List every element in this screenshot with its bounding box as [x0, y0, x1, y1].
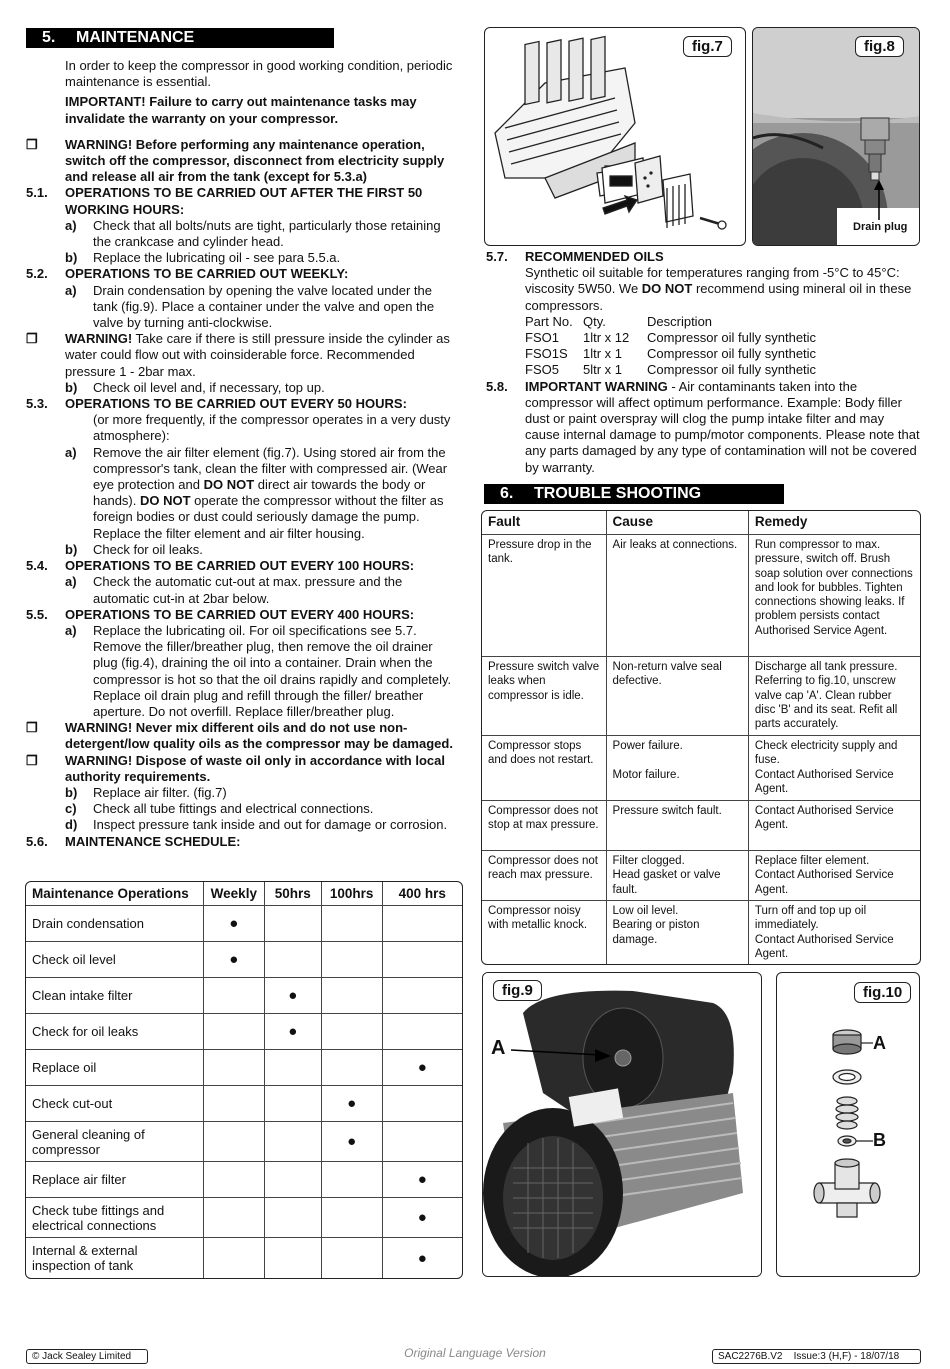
- cause-cell: Power failure. Motor failure.: [607, 736, 749, 801]
- drain-plug-photo: [753, 28, 920, 246]
- item-label: a): [65, 444, 77, 460]
- fig10-marker-a: A: [873, 1033, 886, 1053]
- footer-doc-ref: SAC2276B.V2 Issue:3 (H,F) - 18/07/18: [712, 1349, 921, 1364]
- item-title: RECOMMENDED OILS: [525, 249, 664, 264]
- section-title: MAINTENANCE: [76, 29, 195, 46]
- operation-cell: Internal & external inspection of tank: [26, 1238, 204, 1278]
- schedule-mark-cell: [383, 978, 462, 1014]
- item-number: 5.2.: [26, 266, 48, 282]
- item-text: Check the automatic cut-out at max. pressure and the automatic cut-in at 2bar below.: [93, 574, 403, 606]
- item-label: b): [65, 250, 78, 266]
- bullet-icon: ❐: [26, 720, 38, 736]
- schedule-mark-cell: [204, 978, 265, 1014]
- item-5-3-a: [26, 445, 460, 542]
- item-label: a): [65, 282, 77, 298]
- item-number: 5.3.: [26, 396, 48, 412]
- schedule-mark-cell: ●: [383, 1198, 462, 1238]
- oil-col-header: Part No.: [525, 313, 573, 329]
- column-header: 50hrs: [265, 882, 322, 906]
- operation-cell: Drain condensation: [26, 906, 204, 942]
- operation-cell: Replace oil: [26, 1050, 204, 1086]
- column-header: Fault: [482, 511, 607, 535]
- remedy-cell: Contact Authorised Service Agent.: [749, 801, 920, 851]
- schedule-mark-cell: [204, 1122, 265, 1162]
- schedule-mark-cell: [204, 1086, 265, 1122]
- oil-part: FSO1S: [525, 346, 568, 362]
- fault-cell: Compressor does not reach max pressure.: [482, 851, 607, 901]
- motor-drain-valve-photo: [483, 973, 762, 1277]
- warning-text: Take care if there is still pressure inside the cylinder as water could flow out with coinsiderable force. Recommended pressure 1 - 2bar max.: [65, 331, 450, 379]
- section-number: 5.: [42, 29, 56, 46]
- schedule-mark-cell: [322, 1238, 383, 1278]
- oil-desc: Compressor oil fully synthetic: [647, 330, 817, 346]
- oil-qty: 1ltr x 12: [583, 330, 630, 346]
- section-5-4: [26, 558, 460, 574]
- air-filter-diagram: [485, 28, 746, 246]
- item-5-1-b: [26, 250, 460, 266]
- table-header-row: [482, 511, 920, 535]
- table-row: [482, 736, 920, 801]
- table-row: [26, 1238, 462, 1278]
- oil-part: FSO5: [525, 362, 559, 378]
- item-number: 5.7.: [486, 249, 508, 264]
- schedule-mark-cell: [322, 906, 383, 942]
- drain-plug-caption: Drain plug: [853, 221, 908, 233]
- item-title: OPERATIONS TO BE CARRIED OUT EVERY 100 HOURS:: [65, 558, 415, 574]
- schedule-mark-cell: [204, 1014, 265, 1050]
- schedule-mark-cell: ●: [417, 1249, 427, 1267]
- section-heading-maintenance: [26, 28, 334, 48]
- item-label: a): [65, 574, 77, 590]
- schedule-mark-cell: [383, 906, 462, 942]
- trouble-shooting-table: [481, 510, 921, 965]
- table-row: [26, 1050, 462, 1086]
- item-title: OPERATIONS TO BE CARRIED OUT WEEKLY:: [65, 266, 349, 282]
- schedule-mark-cell: [265, 942, 322, 978]
- table-row: [26, 1014, 462, 1050]
- maintenance-text: [26, 58, 460, 850]
- remedy-cell: Replace filter element. Contact Authorised Service Agent.: [749, 851, 920, 901]
- schedule-mark-cell: [322, 1014, 383, 1050]
- column-header: Weekly: [204, 882, 265, 906]
- fig10-label: fig.10: [854, 982, 911, 1003]
- item-title: MAINTENANCE SCHEDULE:: [65, 833, 241, 849]
- item-title: OPERATIONS TO BE CARRIED OUT EVERY 50 HOURS:: [65, 396, 407, 412]
- schedule-mark-cell: ●: [383, 1050, 462, 1086]
- item-5-2-b: [26, 380, 460, 396]
- column-header: 100hrs: [322, 882, 383, 906]
- table-header-row: [26, 882, 462, 906]
- item-text: Replace the lubricating oil. For oil specifications see 5.7. Remove the filler/breather plug, then remove the oil drainer plug (fig.4), draining the oil into a container. Drain when the compressor is hot so that the oil drains rapidly and completely. Replace oil drain plug and refill through the filler/ breather aperture. Do not overfill. Replace filler/breather plug.: [93, 622, 452, 719]
- item-5-2-a: [26, 283, 460, 332]
- item-label: b): [65, 784, 78, 800]
- bullet-icon: ❐: [26, 331, 38, 347]
- schedule-mark-cell: [204, 1050, 265, 1086]
- table-row: [26, 978, 462, 1014]
- schedule-mark-cell: [265, 1198, 322, 1238]
- item-text: Check all tube fittings and electrical connections.: [93, 801, 374, 817]
- schedule-mark-cell: ●: [265, 978, 322, 1014]
- item-text: Synthetic oil suitable for temperatures ranging from -5°C to 45°C: viscosity 5W50. We: [525, 265, 900, 297]
- item-5-3-b: [26, 542, 460, 558]
- footer-language-note: Original Language Version: [404, 1346, 546, 1360]
- schedule-mark-cell: ●: [265, 1014, 322, 1050]
- schedule-mark-cell: [383, 1122, 462, 1162]
- table-row: [482, 657, 920, 736]
- bullet-icon: ❐: [26, 752, 38, 768]
- warning-dispose: [26, 753, 460, 785]
- item-5-1-a: [26, 218, 460, 250]
- item-text: Replace the lubricating oil - see para 5.5.a.: [93, 250, 341, 266]
- oil-part: FSO1: [525, 330, 559, 346]
- item-label: d): [65, 817, 78, 833]
- emphasis: DO NOT: [139, 493, 191, 509]
- fault-cell: Compressor does not stop at max pressure.: [482, 801, 607, 851]
- table-row: [26, 942, 462, 978]
- schedule-mark-cell: ●: [383, 1162, 462, 1198]
- figure-9: [482, 972, 762, 1277]
- schedule-mark-cell: ●: [204, 942, 265, 978]
- schedule-mark-cell: [322, 1198, 383, 1238]
- schedule-mark-cell: [265, 1238, 322, 1278]
- footer-copyright: © Jack Sealey Limited: [26, 1349, 148, 1364]
- item-number: 5.1.: [26, 185, 48, 201]
- emphasis: DO NOT: [641, 281, 693, 297]
- cause-cell: Low oil level. Bearing or piston damage.: [607, 901, 749, 964]
- item-number: 5.5.: [26, 606, 48, 622]
- operation-cell: Replace air filter: [26, 1162, 204, 1198]
- schedule-mark-cell: [265, 906, 322, 942]
- warning-pressure: [26, 331, 460, 380]
- oils-header-row: [525, 314, 922, 330]
- operation-cell: Check cut-out: [26, 1086, 204, 1122]
- fig9-label: fig.9: [493, 980, 542, 1001]
- table-row: [26, 1086, 462, 1122]
- schedule-mark-cell: [383, 1014, 462, 1050]
- item-text: Replace air filter. (fig.7): [93, 784, 227, 800]
- figure-8: [752, 27, 920, 246]
- item-number: 5.6.: [26, 833, 48, 849]
- list-item: [525, 362, 922, 378]
- table-row: [26, 1198, 462, 1238]
- oils-text: [486, 249, 922, 476]
- operation-cell: Clean intake filter: [26, 978, 204, 1014]
- intro-paragraph: In order to keep the compressor in good working condition, periodic maintenance is essential.: [65, 58, 453, 90]
- item-5-5-c: [26, 801, 460, 817]
- important-paragraph: IMPORTANT! Failure to carry out maintenance tasks may invalidate the warranty on your compressor.: [65, 94, 417, 126]
- schedule-mark-cell: [204, 1198, 265, 1238]
- table-row: [482, 901, 920, 964]
- oil-qty: 1ltr x 1: [583, 346, 623, 362]
- cause-cell: Non-return valve seal defective.: [607, 657, 749, 736]
- column-header: Cause: [607, 511, 749, 535]
- fault-cell: Pressure drop in the tank.: [482, 535, 607, 657]
- column-header: Maintenance Operations: [26, 882, 204, 906]
- item-text: - Air contaminants taken into the compressor will affect optimum performance. Example: Body filler dust or paint overspray will clog the pump intake filter and may cause internal damage to pump/motor components. Please note that any parts damaged by any type of contamination will not be covered by warranty.: [525, 378, 920, 475]
- column-header: 400 hrs: [383, 882, 462, 906]
- section-5-6: [26, 834, 460, 850]
- warning-text: WARNING! Never mix different oils and do not use non-detergent/low quality oils as the compressor may be damaged.: [65, 720, 453, 752]
- figure-7: [484, 27, 746, 246]
- item-text: recommend using mineral oil in these compressors.: [525, 281, 912, 313]
- schedule-mark-cell: [265, 1122, 322, 1162]
- item-number: 5.8.: [486, 378, 508, 394]
- schedule-mark-cell: [204, 1162, 265, 1198]
- table-row: [26, 906, 462, 942]
- section-5-1: [26, 185, 460, 217]
- table-row: [26, 1162, 462, 1198]
- section-heading-trouble-shooting: [484, 484, 784, 504]
- oils-paragraph: [486, 265, 922, 314]
- item-5-5-b: [26, 785, 460, 801]
- item-number: 5.4.: [26, 558, 48, 574]
- item-label: a): [65, 217, 77, 233]
- fig7-label: fig.7: [683, 36, 732, 57]
- operation-cell: Check tube fittings and electrical connections: [26, 1198, 204, 1238]
- remedy-cell: Check electricity supply and fuse. Contact Authorised Service Agent.: [749, 736, 920, 801]
- item-text: operate the compressor without the filter as foreign bodies or dust could seriously damage the pump. Replace the filter element and air filter housing.: [93, 493, 444, 541]
- section-5-3: [26, 396, 460, 412]
- schedule-mark-cell: ●: [322, 1086, 383, 1122]
- operation-cell: General cleaning of compressor: [26, 1122, 204, 1162]
- section-title: TROUBLE SHOOTING: [534, 485, 702, 502]
- item-text: Check that all bolts/nuts are tight, particularly those retaining the crankcase and cylinder head.: [93, 217, 441, 250]
- item-label: b): [65, 379, 78, 395]
- item-5-5-d: [26, 817, 460, 833]
- schedule-mark-cell: [265, 1162, 322, 1198]
- remedy-cell: Run compressor to max. pressure, switch off. Brush soap solution over connections and look for bubbles. Tighten connections showing leaks. If problem persists contact Authorised Service Agent.: [749, 535, 920, 657]
- section-5-8: [486, 379, 922, 476]
- table-row: [482, 851, 920, 901]
- section-5-2: [26, 266, 460, 282]
- warning-maintenance: [26, 137, 460, 186]
- schedule-mark-cell: [204, 1238, 265, 1278]
- figure-10: [776, 972, 920, 1277]
- section-5-7: [486, 249, 922, 265]
- column-header: Remedy: [749, 511, 920, 535]
- emphasis: IMPORTANT WARNING: [525, 378, 668, 394]
- schedule-mark-cell: [383, 942, 462, 978]
- fig9-marker-a: A: [491, 1037, 506, 1059]
- schedule-mark-cell: ●: [322, 1122, 383, 1162]
- warning-label: WARNING!: [65, 331, 133, 347]
- schedule-mark-cell: ●: [204, 906, 265, 942]
- bullet-icon: ❐: [26, 136, 38, 152]
- item-label: b): [65, 541, 78, 557]
- item-text: Check for oil leaks.: [93, 541, 203, 557]
- oil-col-header: Qty.: [583, 313, 606, 329]
- remedy-cell: Turn off and top up oil immediately. Contact Authorised Service Agent.: [754, 905, 894, 960]
- emphasis: DO NOT: [203, 477, 255, 493]
- cause-cell: Air leaks at connections.: [607, 535, 749, 657]
- table-row: [482, 535, 920, 657]
- schedule-mark-cell: [322, 1050, 383, 1086]
- item-5-4-a: [26, 574, 460, 606]
- list-item: [525, 346, 922, 362]
- schedule-mark-cell: [322, 978, 383, 1014]
- fig10-marker-b: B: [873, 1130, 886, 1150]
- operation-cell: Check oil level: [26, 942, 204, 978]
- cause-cell: Pressure switch fault.: [607, 801, 749, 851]
- section-5-5: [26, 607, 460, 623]
- non-return-valve-diagram: [777, 973, 920, 1277]
- warning-text: WARNING! Before performing any maintenance operation, switch off the compressor, disconnect from electricity supply and release all air from the tank (except for 5.3.a): [65, 136, 445, 185]
- list-item: [525, 330, 922, 346]
- item-text: direct air towards the body or hands).: [93, 477, 426, 509]
- fig8-label: fig.8: [855, 36, 904, 57]
- item-5-5-a: [26, 623, 460, 720]
- schedule-mark-cell: [383, 1086, 462, 1122]
- maintenance-schedule-table: [25, 881, 463, 1279]
- item-text: Inspect pressure tank inside and out for damage or corrosion.: [93, 817, 448, 833]
- fault-cell: Compressor noisy with metallic knock.: [482, 901, 607, 964]
- table-row: [482, 801, 920, 851]
- oil-desc: Compressor oil fully synthetic: [647, 346, 817, 362]
- oils-list: [486, 314, 922, 379]
- schedule-mark-cell: [265, 1050, 322, 1086]
- oil-desc: Compressor oil fully synthetic: [647, 362, 817, 378]
- item-text: Remove the air filter element (fig.7). Using stored air from the compressor's tank, clean the filter with compressed air. (Wear eye protection and: [93, 444, 448, 493]
- table-row: [26, 1122, 462, 1162]
- item-text: Drain condensation by opening the valve located under the tank (fig.9). Place a container under the valve and open the valve by turning anti-clockwise.: [93, 282, 435, 331]
- schedule-mark-cell: [265, 1086, 322, 1122]
- item-title: OPERATIONS TO BE CARRIED OUT AFTER THE FIRST 50 WORKING HOURS:: [65, 185, 423, 217]
- oil-col-header: Description: [647, 313, 713, 329]
- schedule-mark-cell: [322, 1162, 383, 1198]
- fault-cell: Pressure switch valve leaks when compressor is idle.: [482, 657, 607, 736]
- remedy-cell: Discharge all tank pressure. Referring to fig.10, unscrew valve cap 'A'. Clean rubber disc 'B' and its seat. Refit all parts accurately.: [749, 657, 920, 736]
- section-5-3-note: (or more frequently, if the compressor operates in a very dusty atmosphere):: [93, 412, 451, 444]
- warning-oils: [26, 720, 460, 752]
- item-text: Check oil level and, if necessary, top up.: [93, 379, 325, 395]
- warning-text: WARNING! Dispose of waste oil only in accordance with local authority requirements.: [65, 752, 445, 784]
- operation-cell: Check for oil leaks: [26, 1014, 204, 1050]
- schedule-mark-cell: [322, 942, 383, 978]
- fault-cell: Compressor stops and does not restart.: [482, 736, 607, 801]
- section-number: 6.: [500, 485, 514, 502]
- item-label: a): [65, 622, 77, 638]
- oil-qty: 5ltr x 1: [583, 362, 623, 378]
- cause-cell: Filter clogged. Head gasket or valve fault.: [607, 851, 749, 901]
- item-label: c): [65, 801, 77, 817]
- item-title: OPERATIONS TO BE CARRIED OUT EVERY 400 HOURS:: [65, 606, 415, 622]
